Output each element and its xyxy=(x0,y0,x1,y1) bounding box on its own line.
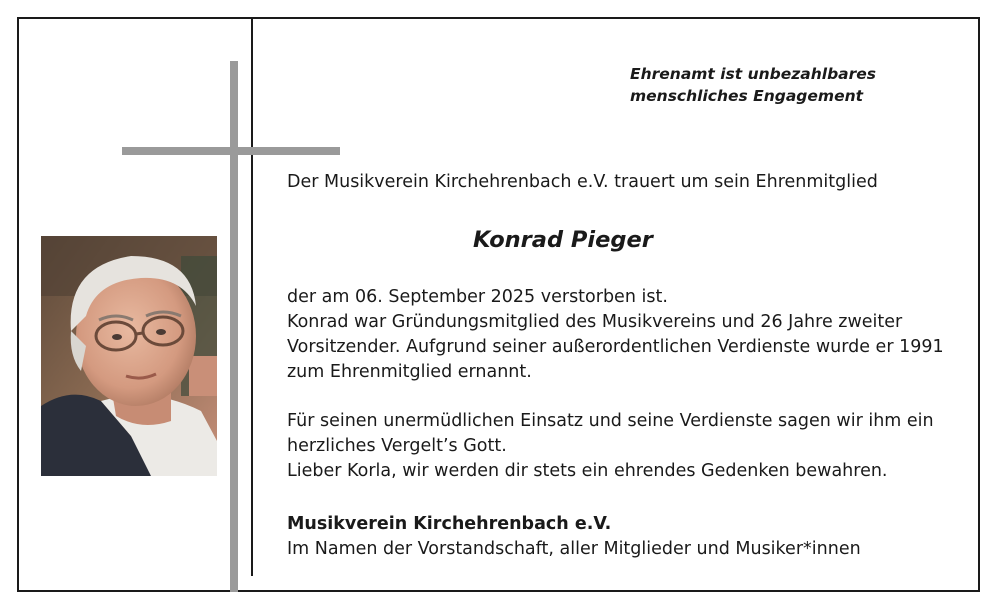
motto-quote xyxy=(630,63,876,107)
signature-line: Im Namen der Vorstandschaft, aller Mitglieder und Musiker*innen xyxy=(287,539,861,559)
text-line: der am 06. September 2025 verstorben ist. xyxy=(287,287,668,307)
text-line: herzliches Vergelt’s Gott. xyxy=(287,436,507,456)
text-line: zum Ehrenmitglied ernannt. xyxy=(287,362,532,382)
text-line: Lieber Korla, wir werden dir stets ein ehrendes Gedenken bewahren. xyxy=(287,461,888,481)
motto-line-2: menschliches Engagement xyxy=(630,87,864,105)
cross-horizontal-bar xyxy=(122,147,340,155)
intro-text: Der Musikverein Kirchehrenbach e.V. trauert um sein Ehrenmitglied xyxy=(287,172,878,192)
portrait-photo xyxy=(41,236,217,476)
paragraph-thanks xyxy=(287,409,934,484)
text-line: Konrad war Gründungsmitglied des Musikvereins und 26 Jahre zweiter xyxy=(287,312,903,332)
divider-line xyxy=(251,17,253,576)
deceased-name: Konrad Pieger xyxy=(473,227,653,253)
signature-organization: Musikverein Kirchehrenbach e.V. xyxy=(287,514,612,534)
text-line: Für seinen unermüdlichen Einsatz und seine Verdienste sagen wir ihm ein xyxy=(287,411,934,431)
motto-line-1: Ehrenamt ist unbezahlbares xyxy=(630,65,877,83)
paragraph-tribute xyxy=(287,285,944,385)
cross-vertical-bar xyxy=(230,61,238,592)
text-line: Vorsitzender. Aufgrund seiner außerordentlichen Verdienste wurde er 1991 xyxy=(287,337,944,357)
